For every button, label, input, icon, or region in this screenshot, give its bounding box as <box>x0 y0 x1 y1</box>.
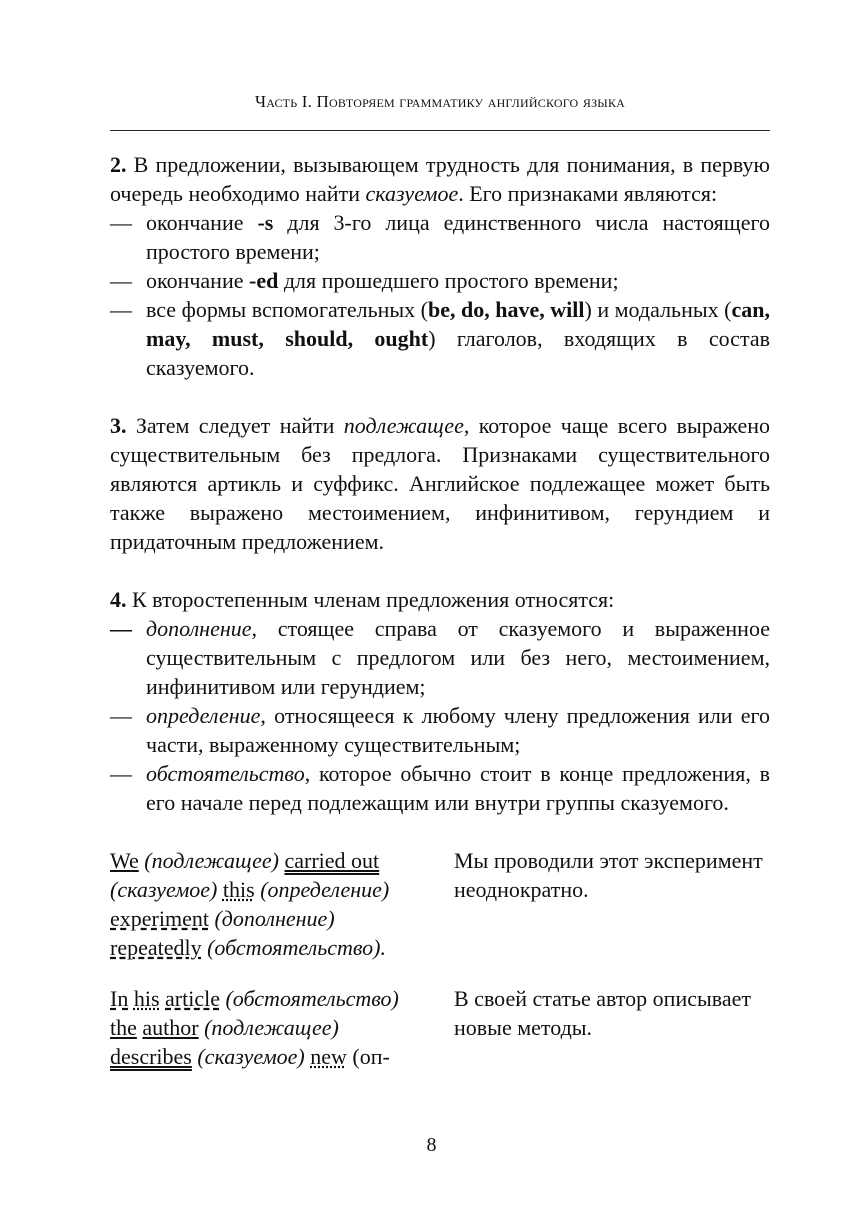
example-2-english: In his article (обстоятельство) the author (подлежащее) describes (сказуемое) new (оп- <box>110 986 399 1069</box>
term: подлежащее <box>343 413 464 438</box>
header-rule <box>110 130 770 131</box>
list-item: — все формы вспомогательных (be, do, have, will) и модальных (can, may, must, should, ought) глаголов, входящих в состав сказуемого. <box>110 297 770 380</box>
list-item: — определение, относящееся к любому члену предложения или его части, выраженному существительным; <box>110 703 770 757</box>
section-2-intro: 2. В предложении, вызывающем трудность для понимания, в первую очередь необходимо найти сказуемое. Его признаками являются: <box>110 152 770 206</box>
page-body <box>110 150 770 1071</box>
example-2-translation: В своей статье автор описывает новые методы. <box>454 986 751 1040</box>
section-3-text: 3. Затем следует найти подлежащее, которое чаще всего выражено существительным без предлога. Признаками существительного являются артикль и суффикс. Английское подлежащее может быть также выражено местоимением, инфинитивом, герундием и придаточным предложением. <box>110 413 770 554</box>
section-4-intro: 4. К второстепенным членам предложения относятся: <box>110 587 615 612</box>
section-number: 2. <box>110 152 127 177</box>
example-2 <box>110 984 770 1071</box>
example-1-english: We (подлежащее) carried out (сказуемое) this (определение) experiment (дополнение) repeatedly (обстоятельство). <box>110 848 390 960</box>
example-1 <box>110 846 770 962</box>
running-header: Часть I. Повторяем грамматику английского языка <box>254 92 626 111</box>
list-item: — окончание -ed для прошедшего простого времени; <box>110 268 619 293</box>
section-3 <box>110 411 770 556</box>
list-item: — дополнение, стоящее справа от сказуемого и выраженное существительным с предлогом или без него, местоимением, инфинитивом или герундием; <box>110 616 770 699</box>
term: сказуемое <box>365 181 459 206</box>
list-item: — окончание -s для 3-го лица единственного числа настоящего простого времени; <box>110 210 770 264</box>
section-number: 3. <box>110 413 127 438</box>
page-number: 8 <box>426 1134 437 1156</box>
section-4 <box>110 585 770 817</box>
section-2 <box>110 150 770 382</box>
list-item: — обстоятельство, которое обычно стоит в конце предложения, в его начале перед подлежащим или внутри группы сказуемого. <box>110 761 770 815</box>
section-number: 4. <box>110 587 127 612</box>
example-1-translation: Мы проводили этот эксперимент неоднократно. <box>454 848 763 902</box>
